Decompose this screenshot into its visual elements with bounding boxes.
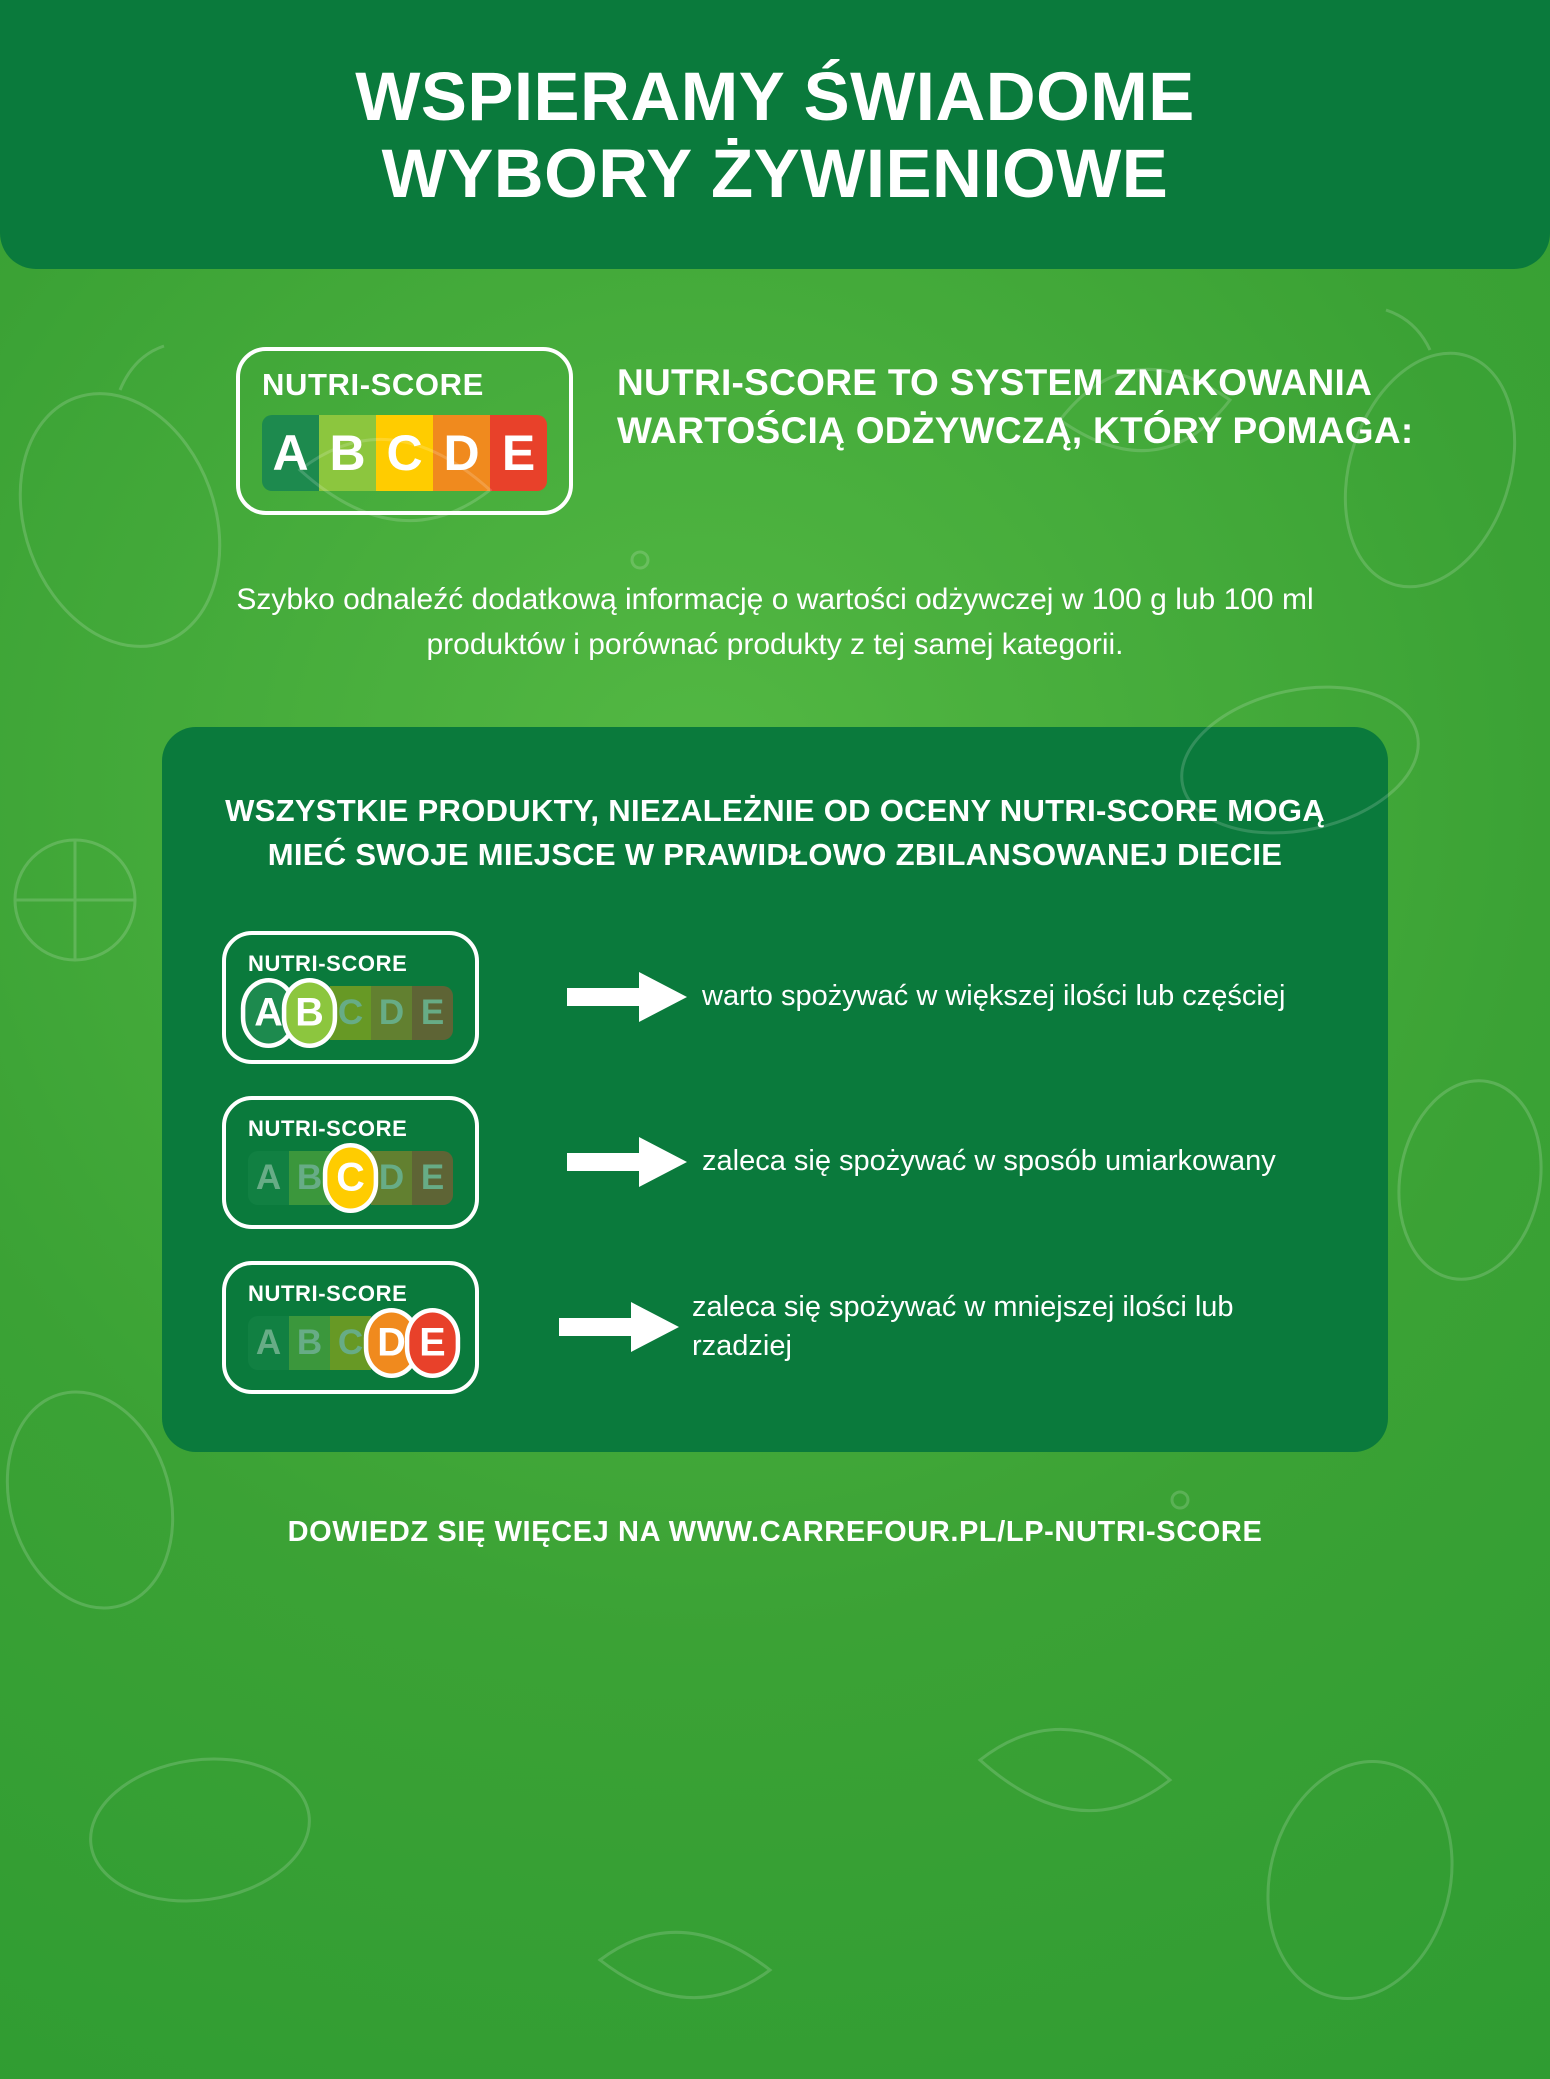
nutriscore-letter-c: C (376, 415, 433, 491)
panel-row-text: zaleca się spożywać w sposób umiarkowany (702, 1145, 1276, 1178)
nutriscore-letter-a: A (262, 415, 319, 491)
nutriscore-letter-c: C (330, 1316, 371, 1370)
nutriscore-label-c (222, 1096, 479, 1229)
nutriscore-letter-b: B (286, 982, 332, 1043)
nutriscore-letters-row-0 (248, 986, 453, 1040)
info-panel (162, 727, 1388, 1452)
panel-row-text: zaleca się spożywać w mniejszej ilości lub rzadziej (692, 1290, 1234, 1363)
footer-url: DOWIEDZ SIĘ WIĘCEJ NA WWW.CARREFOUR.PL/LP-NUTRI-SCORE (287, 1515, 1263, 1548)
nutriscore-label-row-1-wrap (222, 1096, 552, 1229)
arrow-icon (552, 1135, 702, 1189)
nutriscore-label-title: NUTRI-SCORE (262, 366, 484, 402)
panel-row (222, 1096, 1328, 1229)
panel-row (222, 931, 1328, 1064)
nutriscore-letter-b: B (319, 415, 376, 491)
nutriscore-letter-a: A (248, 1316, 289, 1370)
panel-rows (222, 931, 1328, 1394)
nutriscore-letter-b: B (289, 1151, 330, 1205)
intro-text-block (617, 347, 1430, 457)
nutriscore-letter-d: D (433, 415, 490, 491)
nutriscore-letter-a: A (248, 1151, 289, 1205)
arrow-icon (552, 970, 702, 1024)
nutriscore-letter-b: B (289, 1316, 330, 1370)
nutriscore-label-title: NUTRI-SCORE (248, 1115, 408, 1141)
nutriscore-label-row-0-wrap (222, 931, 552, 1064)
nutriscore-label-ab (222, 931, 479, 1064)
panel-row (222, 1261, 1328, 1394)
intro-paragraph: Szybko odnaleźć dodatkową informację o wartości odżywczej w 100 g lub 100 ml produktów i porównać produkty z tej samej kategorii. (236, 582, 1314, 661)
nutriscore-letters-row-2 (248, 1316, 453, 1370)
nutriscore-label-title: NUTRI-SCORE (248, 1280, 408, 1306)
nutriscore-letter-e: E (412, 1151, 453, 1205)
nutriscore-label-row-2-wrap (222, 1261, 545, 1394)
nutriscore-letter-a: A (245, 982, 291, 1043)
nutriscore-letter-d: D (371, 1151, 412, 1205)
nutriscore-letter-c: C (330, 986, 371, 1040)
page-title (40, 58, 1510, 213)
intro-heading: NUTRI-SCORE TO SYSTEM ZNAKOWANIA WARTOŚCIĄ ODŻYWCZĄ, KTÓRY POMAGA: (617, 361, 1414, 452)
title-line-1: WSPIERAMY ŚWIADOME (355, 58, 1195, 135)
nutriscore-label-full (236, 347, 573, 515)
nutriscore-letter-e: E (412, 986, 453, 1040)
nutriscore-letter-e: E (409, 1312, 455, 1373)
nutriscore-letter-c: C (327, 1147, 373, 1208)
nutriscore-letters-row-1 (248, 1151, 453, 1205)
nutriscore-label-title: NUTRI-SCORE (248, 950, 408, 976)
panel-heading: WSZYSTKIE PRODUKTY, NIEZALEŻNIE OD OCENY NUTRI-SCORE MOGĄ MIEĆ SWOJE MIEJSCE W PRAWIDŁOWO ZBILANSOWANEJ DIECIE (225, 792, 1325, 872)
nutriscore-letter-e: E (490, 415, 547, 491)
poster-header (0, 0, 1550, 269)
title-line-2: WYBORY ŻYWIENIOWE (381, 135, 1169, 213)
nutriscore-letter-d: D (371, 986, 412, 1040)
panel-row-text: warto spożywać w większej ilości lub częściej (702, 980, 1286, 1013)
nutriscore-letters-main (262, 415, 547, 491)
nutriscore-label-de (222, 1261, 479, 1394)
intro-section (0, 269, 1550, 515)
arrow-icon (545, 1300, 692, 1354)
nutriscore-letter-d: D (368, 1312, 414, 1373)
